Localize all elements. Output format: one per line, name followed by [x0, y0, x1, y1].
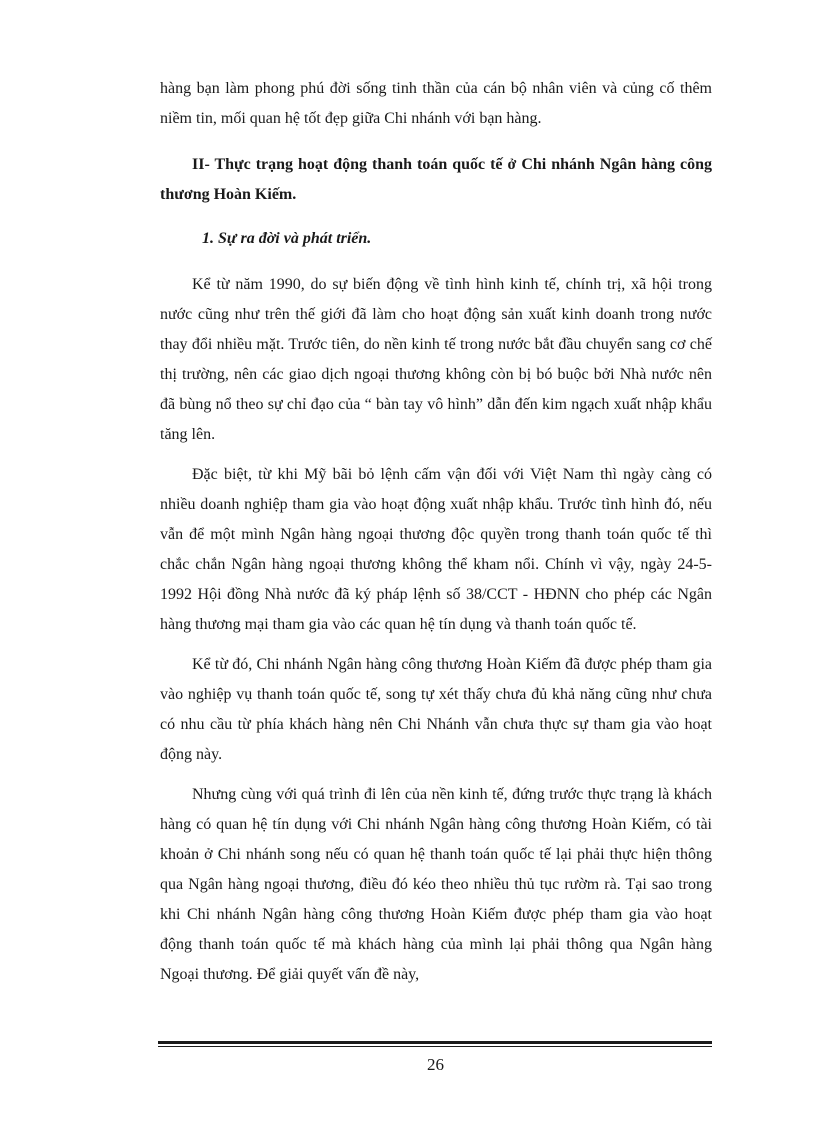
body-paragraph-4: Nhưng cùng với quá trình đi lên của nền kinh tế, đứng trước thực trạng là khách hàng có quan hệ tín dụng với Chi nhánh Ngân hàng công thương Hoàn Kiếm, có tài khoản ở Chi nhánh song nếu có quan hệ thanh toán quốc tế lại phải thực hiện thông qua Ngân hàng ngoại thương, điều đó kéo theo nhiều thủ tục rườm rà. Tại sao trong khi Chi nhánh Ngân hàng công thương Hoàn Kiếm được phép tham gia vào hoạt động thanh toán quốc tế mà khách hàng của mình lại phải thông qua Ngân hàng Ngoại thương. Để giải quyết vấn đề này,: [160, 786, 712, 983]
body-paragraph-3: Kể từ đó, Chi nhánh Ngân hàng công thương Hoàn Kiếm đã được phép tham gia vào nghiệp vụ thanh toán quốc tế, song tự xét thấy chưa đủ khả năng cũng như chưa có nhu cầu từ phía khách hàng nên Chi Nhánh vẫn chưa thực sự tham gia vào hoạt động này.: [160, 656, 712, 763]
footer-rule-thick: [158, 1041, 712, 1044]
page-body: [160, 74, 712, 990]
footer-rule-thin: [158, 1046, 712, 1047]
subsection-heading: 1. Sự ra đời và phát triển.: [202, 230, 372, 247]
body-paragraph-2: Đặc biệt, từ khi Mỹ bãi bỏ lệnh cấm vận đối với Việt Nam thì ngày càng có nhiều doanh nghiệp tham gia vào hoạt động xuất nhập khẩu. Trước tình hình đó, nếu vẫn để một mình Ngân hàng ngoại thương độc quyền trong thanh toán quốc tế thì chắc chắn Ngân hàng ngoại thương không thể kham nổi. Chính vì vậy, ngày 24-5-1992 Hội đồng Nhà nước đã ký pháp lệnh số 38/CCT - HĐNN cho phép các Ngân hàng thương mại tham gia vào các quan hệ tín dụng và thanh toán quốc tế.: [160, 466, 712, 633]
section-heading: II- Thực trạng hoạt động thanh toán quốc tế ở Chi nhánh Ngân hàng công thương Hoàn Kiếm.: [160, 156, 712, 203]
body-paragraph-1: Kể từ năm 1990, do sự biến động về tình hình kinh tế, chính trị, xã hội trong nước cũng như trên thế giới đã làm cho hoạt động sản xuất kinh doanh trong nước thay đổi nhiều mặt. Trước tiên, do nền kinh tế trong nước bắt đầu chuyển sang cơ chế thị trường, nên các giao dịch ngoại thương không còn bị bó buộc bởi Nhà nước nên đã bùng nổ theo sự chỉ đạo của “ bàn tay vô hình” dẫn đến kim ngạch xuất nhập khẩu tăng lên.: [160, 276, 712, 443]
page-number: 26: [427, 1055, 444, 1074]
continued-paragraph: hàng bạn làm phong phú đời sống tinh thần của cán bộ nhân viên và củng cố thêm niềm tin, mối quan hệ tốt đẹp giữa Chi nhánh với bạn hàng.: [160, 80, 712, 127]
